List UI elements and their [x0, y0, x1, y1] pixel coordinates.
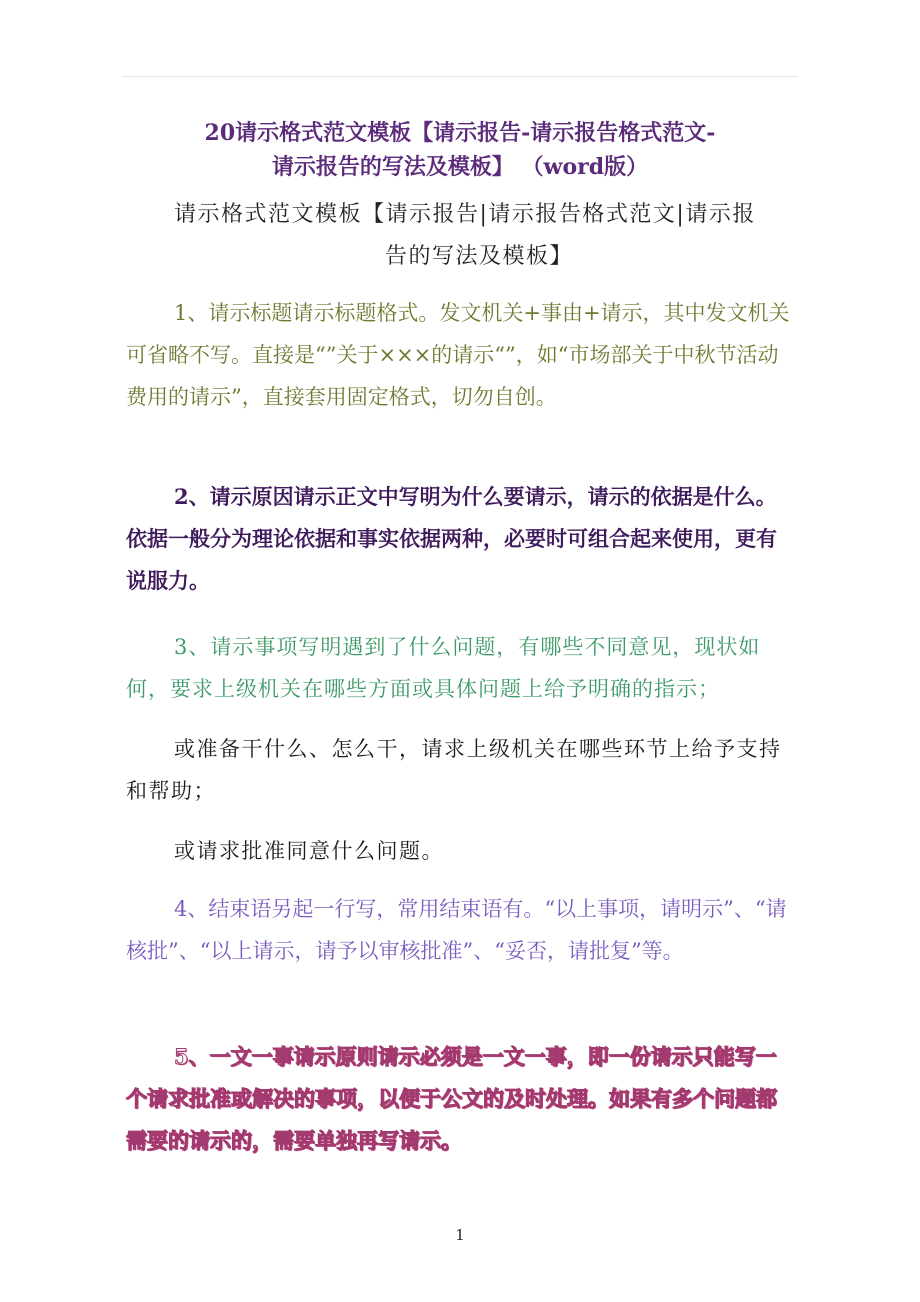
paragraph-request-reason [126, 476, 794, 602]
document-subtitle [122, 194, 798, 278]
paragraph-one-matter [126, 1036, 794, 1162]
paragraph-text: 或请求批准同意什么问题。 [174, 839, 444, 863]
paragraph-text: 1、请示标题请示标题格式。发文机关+事由+请示，其中发文机关可省略不写。直接是“”关于×××的请示“”，如“市场部关于中秋节活动费用的请示”，直接套用固定格式，切勿自创。 [126, 301, 790, 409]
paragraph-text: 3、请示事项写明遇到了什么问题，有哪些不同意见，现状如何，要求上级机关在哪些方面或具体问题上给予明确的指示； [126, 635, 761, 701]
paragraph-request-items [126, 626, 794, 710]
paragraph-text: 或准备干什么、怎么干，请求上级机关在哪些环节上给予支持和帮助； [126, 737, 782, 803]
header-rule [122, 76, 798, 77]
document-title [122, 116, 798, 184]
subtitle-line-1: 请示格式范文模板【请示报告|请示报告格式范文|请示报 [174, 202, 756, 227]
page-number: 1 [455, 1226, 465, 1244]
paragraph-support [126, 728, 794, 812]
paragraph-text: 2、请示原因请示正文中写明为什么要请示，请示的依据是什么。依据一般分为理论依据和事实依据两种，必要时可组合起来使用，更有说服力。 [126, 484, 777, 593]
paragraph-closing [126, 888, 794, 972]
title-line-2: 请示报告的写法及模板】 （word版） [271, 154, 649, 180]
paragraph-text: 4、结束语另起一行写，常用结束语有。“以上事项，请明示”、“请核批”、“以上请示，请予以审核批准”、“妥否，请批复”等。 [126, 897, 787, 963]
subtitle-line-2: 告的写法及模板】 [384, 244, 573, 269]
paragraph-title-format [126, 292, 794, 418]
paragraph-approval [126, 830, 794, 872]
title-line-1: 20请示格式范文模板【请示报告-请示报告格式范文- [204, 120, 716, 146]
paragraph-text: 5、一文一事请示原则请示必须是一文一事，即一份请示只能写一个请求批准或解决的事项，以便于公文的及时处理。如果有多个问题都需要的请示的，需要单独再写请示。 [126, 1044, 777, 1153]
